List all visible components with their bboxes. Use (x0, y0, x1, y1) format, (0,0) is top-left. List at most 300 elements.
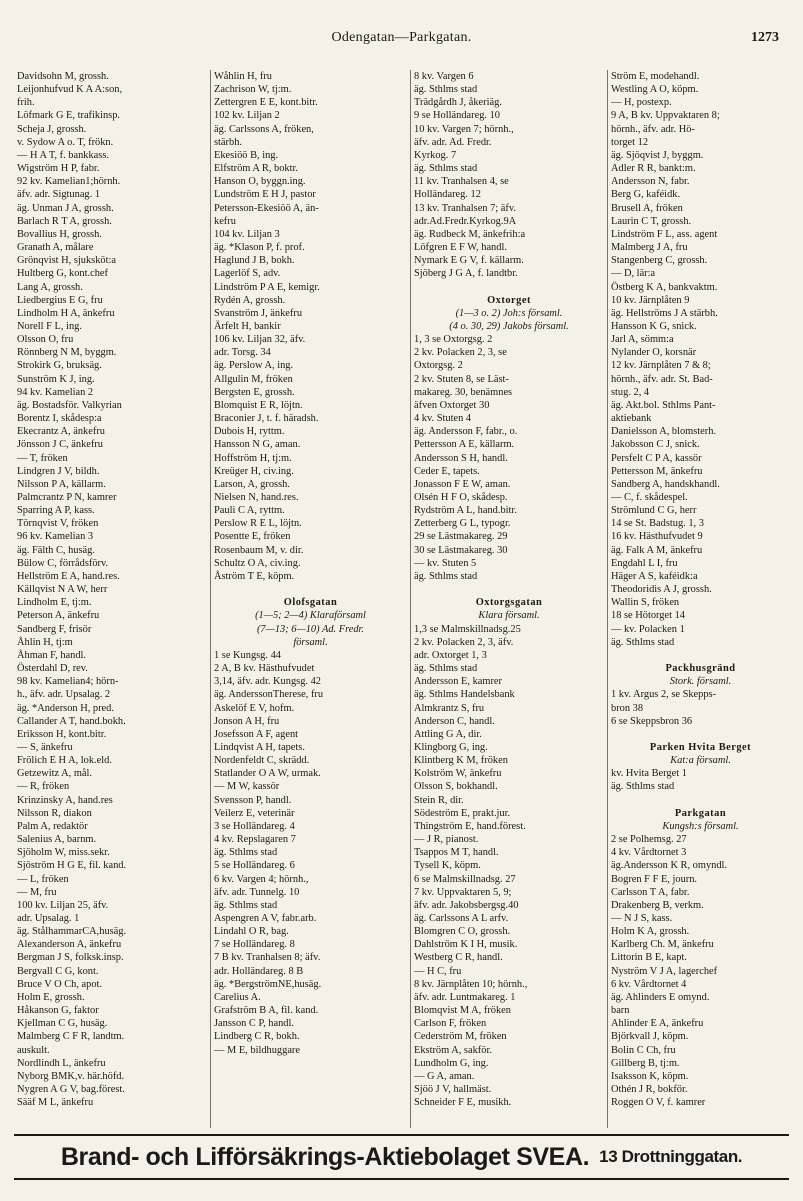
parish-note: (7—13; 6—10) Ad. Fredr. (256, 623, 365, 635)
directory-entry: Carlson F, fröken (414, 1018, 487, 1030)
directory-entry: — S, änkefru (17, 741, 73, 753)
directory-entry: — M W, kassör (214, 781, 280, 793)
directory-entry: 102 kv. Liljan 2 (214, 110, 280, 122)
directory-entry: Östberg K A, bankvaktm. (611, 281, 718, 293)
directory-entry: 4 kv. Repslagaren 7 (214, 834, 296, 846)
directory-entry: äg. Sthlms stad (414, 163, 478, 175)
directory-entry: 6 kv. Vårdtornet 4 (611, 978, 687, 990)
directory-entry: Elfström A R, boktr. (214, 163, 298, 175)
directory-entry: Danielsson A, blomsterh. (611, 426, 717, 438)
directory-entry: Carelius A. (214, 991, 261, 1003)
directory-entry: Bogren F F E, journ. (611, 873, 698, 885)
directory-entry: Nielsen N, hand.res. (214, 492, 299, 503)
directory-entry: Ekesiöö B, ing. (214, 149, 279, 161)
directory-entry: äg.Andersson K R, omyndl. (611, 860, 728, 872)
directory-entry: frih. (17, 97, 35, 109)
directory-entry: adr. Upsalag. 1 (17, 913, 80, 924)
directory-entry: Åhman F, handl. (17, 649, 87, 661)
directory-entry: Rydén A, grossh. (214, 294, 286, 306)
directory-entry: 96 kv. Kamelian 3 (17, 531, 94, 543)
directory-entry: 1 kv. Argus 2, se Skepps- (611, 689, 717, 701)
spacer (611, 649, 790, 662)
directory-entry: Dubois H, ryttm. (214, 426, 285, 438)
directory-entry: Nilsson R, diakon (17, 807, 92, 819)
directory-entry: Löfgren E F W, handl. (414, 242, 507, 254)
spacer (414, 281, 604, 294)
directory-entry: Löfmark G E, trafikinsp. (17, 110, 121, 122)
directory-entry: Brusell A, fröken (611, 202, 683, 214)
directory-entry: Sparring A P, kass. (17, 505, 95, 517)
directory-entry: Häger A S, kaféidk:a (611, 570, 698, 582)
directory-entry: Blomquist E R, löjtn. (214, 399, 303, 411)
directory-entry: 104 kv. Liljan 3 (214, 228, 280, 240)
directory-entry: barn (611, 1005, 630, 1017)
directory-entry: Wallin S, fröken (611, 597, 680, 609)
directory-entry: äfven Oxtorget 30 (414, 399, 490, 411)
directory-entry: Salenius A, barnm. (17, 834, 97, 846)
directory-entry: Lindahl O R, bag. (214, 926, 289, 938)
directory-entry: äg. Unman J A, grossh. (17, 202, 114, 214)
directory-entry: 16 kv. Hästhufvudet 9 (611, 531, 703, 543)
street-heading: Packhusgränd (665, 663, 736, 675)
directory-entry: Zetterberg G L, typogr. (414, 518, 511, 530)
directory-entry: Palmcrantz P N, kamrer (17, 492, 117, 503)
directory-entry: Bruce V O Ch, apot. (17, 978, 103, 990)
directory-entry: Callander A T, hand.bokh. (17, 715, 126, 727)
directory-entry: Lindgren J V, bildh. (17, 465, 100, 477)
directory-entry: Södeström E, prakt.jur. (414, 807, 511, 819)
directory-entry: 7 B kv. Tranhalsen 8; äfv. (214, 952, 321, 964)
directory-entry: 8 kv. Vargen 6 (414, 71, 474, 82)
directory-entry: äg. Falk A M, änkefru (611, 544, 703, 556)
directory-entry: Björkvall J, köpm. (611, 1031, 689, 1043)
directory-entry: Hansson K G, snick. (611, 320, 697, 332)
directory-entry: Åhlin H, tj:m (17, 636, 73, 648)
directory-entry: Alexanderson A, änkefru (17, 939, 122, 951)
directory-entry: äg. Ahlinders E omynd. (611, 991, 710, 1003)
directory-entry: äfv. adr. Tunnelg. 10 (214, 886, 300, 898)
directory-entry: — C, f. skådespel. (611, 492, 688, 503)
directory-entry: Lindberg C R, bokh. (214, 1031, 300, 1043)
directory-entry: Perslow R E L, löjtn. (214, 518, 302, 530)
directory-entry: Klintberg K M, fröken (414, 755, 508, 767)
directory-entry: 3 se Holländareg. 4 (214, 820, 295, 832)
directory-entry: bron 38 (611, 702, 644, 714)
directory-entry: aktiebank (611, 413, 652, 425)
directory-entry: Tsappos M T, handl. (414, 847, 499, 859)
directory-entry: äg. Hellströms J A stärbh. (611, 307, 718, 319)
directory-entry: auskult. (17, 1044, 50, 1056)
directory-entry: Krinzinsky A, hand.res (17, 794, 113, 806)
directory-entry: Sääf M L, änkefru (17, 1097, 94, 1109)
column-4 (608, 70, 793, 1128)
directory-entry: 1, 3 se Oxtorgsg. 2 (414, 334, 493, 346)
directory-entry: Kjellman C G, husäg. (17, 1018, 108, 1030)
street-heading: Oxtorgsgatan (475, 597, 543, 609)
directory-entry: stug. 2, 4 (611, 386, 650, 398)
directory-entry: 2 kv. Polacken 2, 3, äfv. (414, 636, 514, 648)
directory-entry: Sjöholm W, miss.sekr. (17, 847, 110, 859)
directory-entry: Othén J R, bokför. (611, 1084, 688, 1096)
directory-entry: Braconier J, t. f. häradsh. (214, 413, 319, 425)
directory-entry: kefru (214, 215, 236, 227)
directory-entry: Wåhlin H, fru (214, 71, 272, 82)
directory-entry: Thingström E, hand.förest. (414, 820, 526, 832)
directory-entry: Westberg C R, handl. (414, 952, 503, 964)
directory-entry: äg. *Anderson H, pred. (17, 702, 114, 714)
directory-entry: äg. Carlssons A, fröken, (214, 123, 314, 135)
directory-entry: Åström T E, köpm. (214, 570, 295, 582)
directory-entry: Wigström H P, fabr. (17, 163, 100, 175)
directory-entry: Tysell K, köpm. (414, 860, 481, 872)
parish-note: (4 o. 30, 29) Jakobs församl. (449, 320, 569, 332)
parish-note: Kungsh:s församl. (662, 820, 739, 832)
directory-entry: Lagerlöf S, adv. (214, 268, 281, 280)
directory-entry: 18 se Hötorget 14 (611, 610, 685, 622)
directory-entry: Pettersson M, änkefru (611, 465, 703, 477)
directory-entry: hörnh., äfv. adr. St. Bad- (611, 373, 713, 385)
directory-entry: Almkrantz S, fru (414, 702, 485, 714)
directory-entry: Hansson N G, aman. (214, 439, 301, 451)
directory-entry: Westling A O, köpm. (611, 84, 699, 96)
directory-entry: — T, fröken (17, 452, 68, 464)
directory-entry: Kreüger H, civ.ing. (214, 465, 294, 477)
directory-entry: äg. Sthlms stad (214, 847, 278, 859)
directory-entry: äg. Akt.bol. Sthlms Pant- (611, 399, 716, 411)
directory-entry: adr. Oxtorget 1, 3 (414, 649, 487, 661)
directory-entry: Laurin C T, grossh. (611, 215, 692, 227)
directory-entry: äg. Carlssons A L arfv. (414, 913, 509, 924)
directory-entry: Getzewitz A, mål. (17, 768, 93, 780)
directory-entry: Granath A, målare (17, 242, 94, 254)
directory-entry: 7 kv. Uppvaktaren 5, 9; (414, 886, 512, 898)
directory-entry: Ström E, modehandl. (611, 71, 700, 82)
directory-entry: Allgulin M, fröken (214, 373, 293, 385)
directory-entry: Klingborg G, ing. (414, 741, 488, 753)
directory-entry: Svanström J, änkefru (214, 307, 303, 319)
directory-entry: Statlander O A W, urmak. (214, 768, 321, 780)
directory-entry: Bergman J S, folksk.insp. (17, 952, 124, 964)
directory-entry: 94 kv. Kamelian 2 (17, 386, 94, 398)
directory-entry: Holm K A, grossh. (611, 926, 690, 938)
directory-entry: 2 kv. Polacken 2, 3, se (414, 347, 507, 359)
directory-entry: Peterson A, änkefru (17, 610, 100, 622)
directory-entry: 30 se Lästmakareg. 30 (414, 544, 508, 556)
directory-entry: — J R, pianost. (414, 834, 479, 846)
directory-entry: — H A T, f. bankkass. (17, 149, 109, 161)
directory-entry: Pauli C A, ryttm. (214, 505, 285, 517)
directory-entry: Lindqvist A H, tapets. (214, 741, 305, 753)
directory-entry: — G A, aman. (414, 1070, 475, 1082)
directory-entry: Hultberg G, kont.chef (17, 268, 108, 280)
street-heading: Olofsgatan (283, 597, 338, 609)
directory-entry: Lindholm H A, änkefru (17, 307, 115, 319)
directory-entry: Blomqvist M A, fröken (414, 1005, 511, 1017)
directory-entry: Cederström M, fröken (414, 1031, 507, 1043)
directory-entry: äg. Fälth C, husäg. (17, 544, 95, 556)
directory-entry: Nymark E G V, f. källarm. (414, 255, 524, 267)
directory-entry: Bergvall C G, kont. (17, 965, 99, 977)
directory-entry: äg. Bostadsför. Valkyrian (17, 399, 122, 411)
directory-entry: Rosenbaum M, v. dir. (214, 544, 304, 556)
directory-entry: 13 kv. Tranhalsen 7; äfv. (414, 202, 516, 214)
directory-entry: — D, lär:a (611, 268, 656, 280)
directory-entry: Lundholm G, ing. (414, 1057, 489, 1069)
directory-entry: Jönsson J C, änkefru (17, 439, 104, 451)
directory-entry: Jakobsson C J, snick. (611, 439, 700, 451)
directory-entry: Lang A, grossh. (17, 281, 83, 293)
directory-entry: Sjöström H G E, fil. kand. (17, 860, 127, 872)
directory-entry: adr. Holländareg. 8 B (214, 965, 304, 977)
directory-entry: äg. Sthlms stad (214, 899, 278, 911)
directory-entry: 2 A, B kv. Hästhufvudet (214, 663, 315, 675)
column-3 (411, 70, 608, 1128)
directory-entry: Theodoridis A J, grossh. (611, 584, 712, 596)
directory-entry: Barlach R T A, grossh. (17, 215, 112, 227)
directory-entry: Rönnberg N M, byggm. (17, 347, 117, 359)
directory-entry: 6 kv. Vargen 4; hörnh., (214, 873, 309, 885)
advertisement-address: 13 Drottninggatan. (599, 1147, 743, 1166)
parish-note: Stork. församl. (669, 676, 732, 688)
directory-entry: äg. Sthlms stad (611, 636, 675, 648)
directory-entry: Schultz O A, civ.ing. (214, 557, 301, 569)
directory-entry: äg. *BergströmNE,husäg. (214, 978, 322, 990)
parish-note: (1—5; 2—4) Klaraförsaml (255, 610, 366, 622)
directory-entry: Kolström W, änkefru (414, 768, 502, 780)
directory-entry: Ärfelt H, bankir (214, 320, 281, 332)
directory-entry: Strokirk G, bruksäg. (17, 360, 102, 372)
directory-entry: äfv. adr. Jakobsbergsg.40 (414, 899, 519, 911)
directory-entry: Hellström E A, hand.res. (17, 570, 120, 582)
parish-note: Klara församl. (478, 610, 540, 622)
directory-entry: Liedbergius E G, fru (17, 294, 103, 306)
directory-entry: makareg. 30, benämnes (414, 386, 513, 398)
directory-entry: Ahlinder E A, änkefru (611, 1018, 704, 1030)
street-heading: Parken Hvita Berget (649, 741, 752, 753)
directory-entry: Olsson O, fru (17, 334, 74, 346)
directory-entry: Karlberg Ch. M, änkefru (611, 939, 714, 951)
directory-entry: Nordenfeldt C, skrädd. (214, 755, 310, 767)
directory-entry: adr. Torsg. 34 (214, 347, 271, 359)
directory-entry: Scheja J, grossh. (17, 123, 87, 135)
svea-advertisement (14, 1134, 789, 1180)
directory-entry: Holm E, grossh. (17, 991, 85, 1003)
directory-entry: Rydström A L, hand.bitr. (414, 505, 517, 517)
directory-entry: — R, fröken (17, 781, 70, 793)
directory-entry: Norell F L, ing. (17, 320, 82, 332)
directory-entry: 10 kv. Vargen 7; hörnh., (414, 123, 514, 135)
directory-entry: Roggen O V, f. kamrer (611, 1097, 706, 1109)
directory-entry: Hanson O, byggn.ing. (214, 176, 306, 188)
directory-entry: äg. Andersson F, fabr., o. (414, 426, 518, 438)
directory-entry: Zettergren E E, kont.bitr. (214, 97, 318, 109)
spacer (611, 728, 790, 741)
directory-entry: Bovallius H, grossh. (17, 228, 102, 240)
directory-entry: Malmberg C F R, landtm. (17, 1031, 125, 1043)
directory-entry: Lindström P A E, kemigr. (214, 281, 320, 293)
directory-entry: Pettersson A E, källarm. (414, 439, 515, 451)
directory-entry: Andersson E, kamrer (414, 676, 503, 688)
directory-entry: Jonasson F E W, aman. (414, 478, 511, 490)
directory-entry: äg. AnderssonTherese, fru (214, 689, 324, 701)
directory-entry: Stangenberg C, grossh. (611, 255, 708, 267)
street-heading: Parkgatan (674, 807, 727, 819)
spacer (611, 794, 790, 807)
directory-entry: Bolin C Ch, fru (611, 1044, 676, 1056)
directory-entry: Adler R R, bankt:m. (611, 163, 696, 175)
directory-entry: Blomgren C O, grossh. (414, 926, 511, 938)
directory-entry: Palm A, redaktör (17, 820, 88, 832)
page-number: 1273 (751, 30, 779, 45)
directory-entry: äg. Sthlms stad (611, 781, 675, 793)
directory-entry: 1,3 se Malmskillnadsg.25 (414, 623, 521, 635)
directory-entry: — H C, fru (414, 965, 462, 977)
directory-entry: Carlsson T A, fabr. (611, 886, 690, 898)
directory-entry: Jonson A H, fru (214, 715, 280, 727)
directory-entry: äg. Rudbeck M, änkefrih:a (414, 228, 526, 240)
directory-entry: — H, postexp. (611, 97, 672, 109)
directory-entry: kv. Hvita Berget 1 (611, 768, 687, 780)
directory-entry: Sjöberg J G A, f. landtbr. (414, 268, 518, 280)
directory-entry: — N J S, kass. (611, 913, 673, 924)
spacer (214, 583, 407, 596)
page-header (18, 30, 785, 54)
directory-entry: Frölich E H A, lok.eld. (17, 755, 112, 767)
directory-entry: Littorin B E, kapt. (611, 952, 687, 964)
directory-entry: äfv. adr. Luntmakareg. 1 (414, 991, 516, 1003)
directory-entry: Davidsohn M, grossh. (17, 71, 109, 82)
directory-entry: 92 kv. Kamelian1;hörnh. (17, 176, 121, 188)
directory-entry: Nygren A G V, bag.förest. (17, 1084, 125, 1096)
directory-entry: Nyborg BMK,v. här.höfd. (17, 1070, 125, 1082)
directory-entry: 4 kv. Vårdtornet 3 (611, 847, 687, 859)
directory-columns (14, 70, 793, 1128)
directory-entry: äg. Sthlms stad (414, 570, 478, 582)
directory-entry: Ekström A, sakför. (414, 1044, 492, 1056)
directory-entry: Svensson P, handl. (214, 794, 292, 806)
directory-entry: Nilsson P A, källarm. (17, 478, 106, 490)
directory-entry: Trädgårdh J, åkeriäg. (414, 97, 502, 109)
street-heading: Oxtorget (487, 294, 531, 306)
spacer (414, 583, 604, 596)
directory-entry: 6 se Malmskillnadsg. 27 (414, 873, 516, 885)
directory-entry: Håkanson G, faktor (17, 1005, 99, 1017)
directory-entry: 2 kv. Stuten 8, se Läst- (414, 373, 509, 385)
directory-entry: Bülow C, förrådsförv. (17, 557, 109, 569)
directory-entry: torget 12 (611, 136, 649, 148)
directory-entry: Petersson-Ekesiöö A, än- (214, 202, 319, 214)
directory-entry: äg. Sjöqvist J, byggm. (611, 149, 704, 161)
directory-entry: Sandberg A, handskhandl. (611, 478, 720, 490)
directory-entry: Kyrkog. 7 (414, 149, 457, 161)
directory-entry: 2 se Polhemsg. 27 (611, 834, 687, 846)
directory-entry: 3,14, äfv. adr. Kungsg. 42 (214, 676, 321, 688)
directory-entry: Jarl A, sömm:a (611, 334, 674, 346)
directory-entry: Grönqvist H, sjuksköt:a (17, 255, 117, 267)
directory-entry: Malmberg J A, fru (611, 242, 688, 254)
directory-entry: 9 se Holländareg. 10 (414, 110, 500, 122)
parish-note: församl. (293, 636, 328, 648)
directory-entry: Isaksson K, köpm. (611, 1070, 689, 1082)
column-1 (14, 70, 211, 1128)
directory-entry: 6 se Skeppsbron 36 (611, 715, 693, 727)
directory-entry: Veilerz E, veterinär (214, 807, 295, 819)
directory-entry: Josefsson A F, agent (214, 728, 299, 740)
directory-entry: 14 se St. Badstug. 1, 3 (611, 518, 704, 530)
directory-entry: 11 kv. Tranhalsen 4, se (414, 176, 509, 188)
directory-entry: Nordlindh L, änkefru (17, 1057, 106, 1069)
directory-entry: adr.Ad.Fredr.Kyrkog.9A (414, 215, 517, 227)
directory-entry: 10 kv. Järnplåten 9 (611, 294, 690, 306)
directory-entry: Oxtorgsg. 2 (414, 360, 463, 372)
directory-entry: Askelöf E V, hofm. (214, 702, 295, 714)
directory-entry: Leijonhufvud K A A:son, (17, 84, 123, 96)
directory-entry: Österdahl D, rev. (17, 663, 88, 675)
directory-entry: Zachrison W, tj:m. (214, 84, 292, 96)
directory-entry: 12 kv. Järnplåten 7 & 8; (611, 360, 711, 372)
running-head: Odengatan—Parkgatan. (331, 30, 472, 45)
directory-entry: Drakenberg B, verkm. (611, 899, 704, 911)
directory-entry: 8 kv. Järnplåten 10; hörnh., (414, 978, 528, 990)
directory-entry: Andersson N, fabr. (611, 176, 690, 188)
directory-entry: 29 se Lästmakareg. 29 (414, 531, 508, 543)
directory-entry: Andersson S H, handl. (414, 452, 508, 464)
directory-entry: Anderson C, handl. (414, 715, 495, 727)
directory-entry: Larson, A, grossh. (214, 478, 290, 490)
parish-note: (1—3 o. 2) Joh:s församl. (455, 307, 563, 319)
directory-entry: äfv. adr. Sigtunag. 1 (17, 189, 101, 201)
directory-entry: Strömlund C G, herr (611, 505, 697, 517)
directory-entry: Borentz I, skådesp:a (17, 413, 102, 425)
directory-entry: Holländareg. 12 (414, 189, 481, 201)
directory-entry: Lindström F L, ass. agent (611, 228, 718, 240)
directory-entry: 4 kv. Stuten 4 (414, 413, 472, 425)
directory-entry: 98 kv. Kamelian4; hörn- (17, 676, 119, 688)
directory-entry: äg. Sthlms Handelsbank (414, 689, 515, 701)
directory-entry: Stein R, dir. (414, 794, 464, 806)
directory-entry: äg. StålhammarCA,husäg. (17, 926, 127, 938)
directory-entry: 106 kv. Liljan 32, äfv. (214, 334, 306, 346)
directory-entry: Jansson C P, handl. (214, 1018, 294, 1030)
directory-entry: Sjöö J V, hallmäst. (414, 1084, 492, 1096)
directory-entry: — kv. Polacken 1 (611, 623, 685, 635)
directory-entry: 1 se Kungsg. 44 (214, 649, 281, 661)
directory-entry: äg. Sthlms stad (414, 663, 478, 675)
directory-entry: Dahlström K I H, musik. (414, 939, 518, 951)
directory-entry: Olsson S, bokhandl. (414, 781, 498, 793)
directory-entry: stärbh. (214, 136, 242, 148)
directory-entry: 7 se Holländareg. 8 (214, 939, 295, 951)
directory-entry: Schneider F E, musikh. (414, 1097, 512, 1109)
directory-entry: äg. *Klason P, f. prof. (214, 242, 305, 254)
directory-entry: äfv. adr. Ad. Fredr. (414, 136, 492, 148)
directory-entry: — L, fröken (17, 873, 69, 885)
directory-entry: Berg G, kaféidk. (611, 189, 681, 201)
directory-entry: Aspengren A V, fabr.arb. (214, 913, 317, 924)
directory-entry: Hoffström H, tj:m. (214, 452, 292, 464)
directory-entry: Lindholm E, tj:m. (17, 597, 92, 609)
directory-entry: Sandberg F, frisör (17, 623, 92, 635)
directory-entry: Engdahl L I, fru (611, 557, 678, 569)
directory-entry: — M E, bildhuggare (214, 1044, 300, 1056)
directory-entry: 9 A, B kv. Uppvaktaren 8; (611, 110, 720, 122)
directory-entry: Olsén H F O, skådesp. (414, 492, 508, 503)
directory-entry: Ekecrantz A, änkefru (17, 426, 105, 438)
directory-entry: — kv. Stuten 5 (414, 557, 477, 569)
directory-entry: äg. Perslow A, ing. (214, 360, 294, 372)
directory-entry: äg. Sthlms stad (414, 84, 478, 96)
directory-entry: Grafström B A, fil. kand. (214, 1005, 319, 1017)
